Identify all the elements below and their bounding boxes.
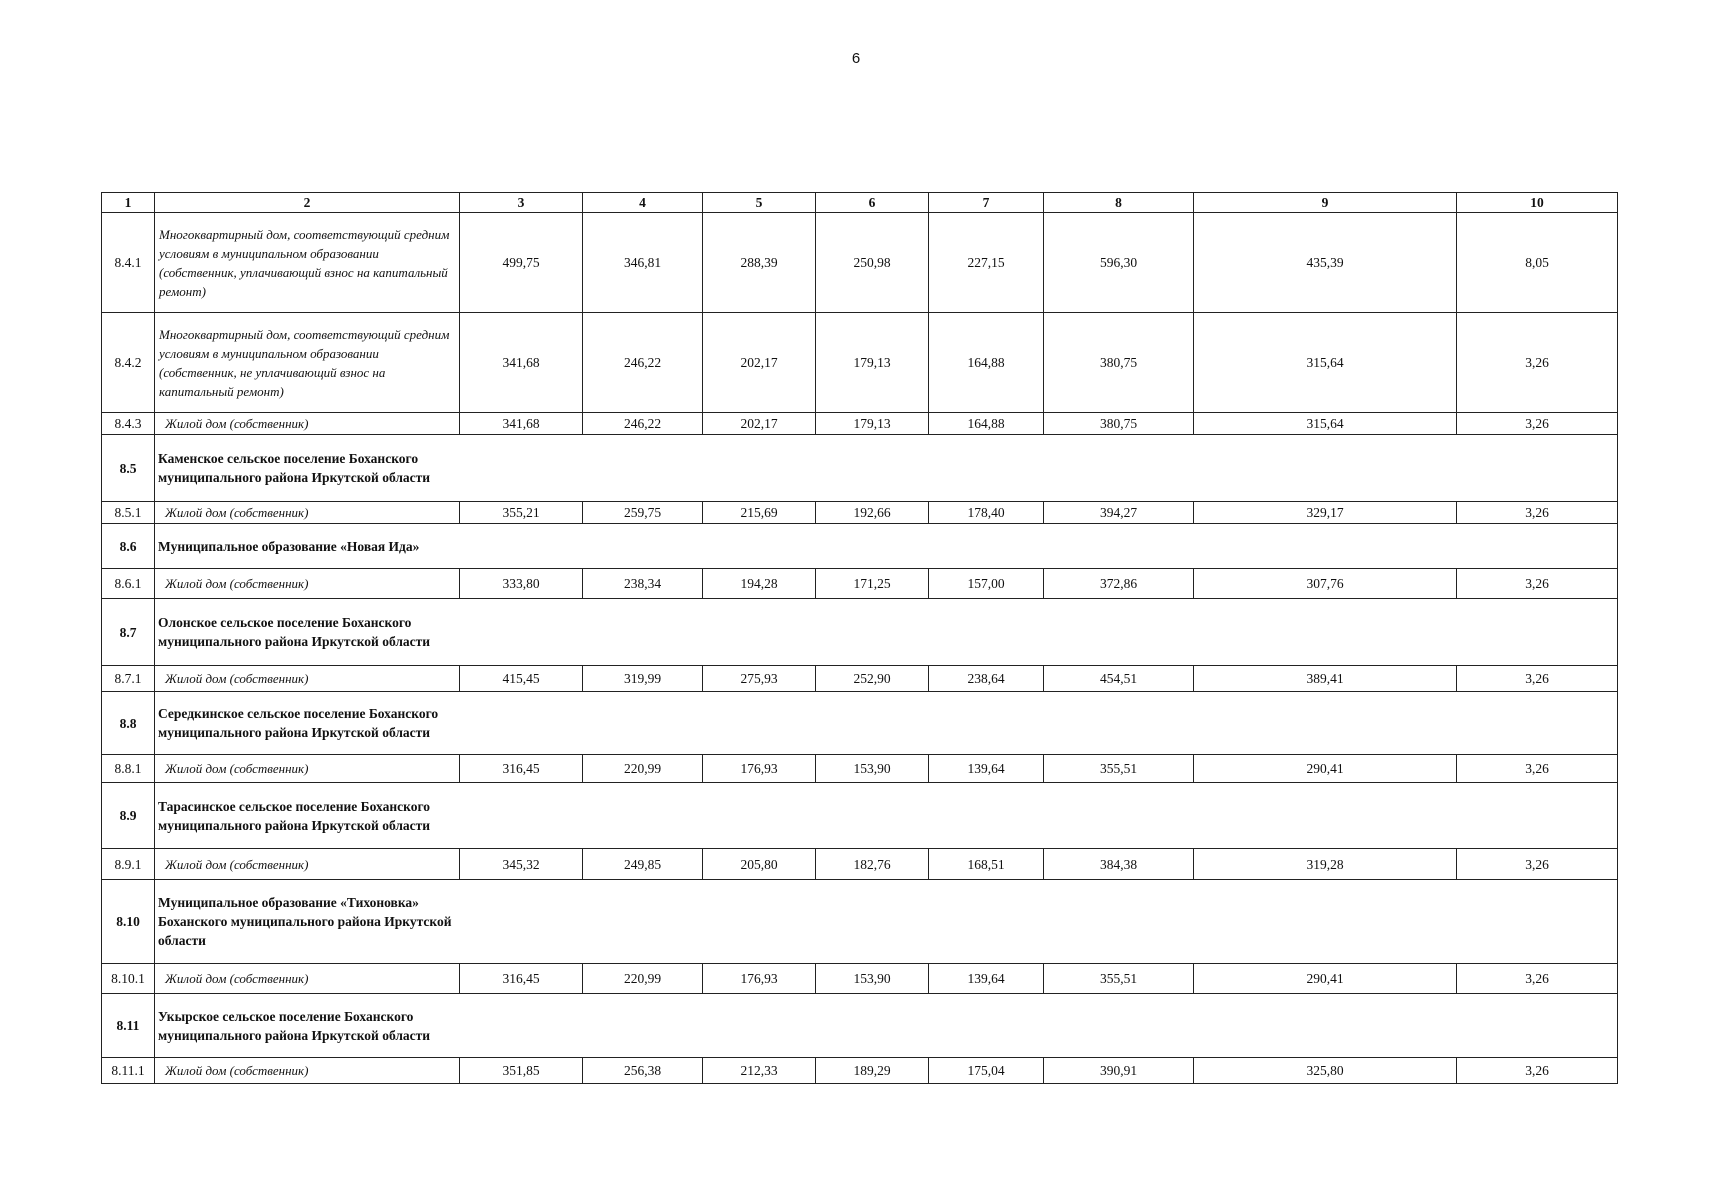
row-name: Жилой дом (собственник) [155, 1058, 460, 1084]
value-cell: 250,98 [816, 213, 929, 313]
row-name: Жилой дом (собственник) [155, 849, 460, 880]
value-cell: 194,28 [703, 569, 816, 599]
section-row [102, 994, 1618, 1058]
section-title: Олонское сельское поселение Боханского муниципального района Иркутской области [155, 599, 460, 666]
table-row [102, 964, 1618, 994]
row-code: 8.4.3 [102, 413, 155, 435]
value-cell: 3,26 [1457, 1058, 1618, 1084]
value-cell: 351,85 [460, 1058, 583, 1084]
value-cell: 3,26 [1457, 313, 1618, 413]
value-cell: 164,88 [929, 413, 1044, 435]
value-cell: 157,00 [929, 569, 1044, 599]
row-code: 8.7.1 [102, 666, 155, 692]
value-cell: 499,75 [460, 213, 583, 313]
value-cell: 3,26 [1457, 413, 1618, 435]
row-code: 8.8 [102, 692, 155, 755]
section-row [102, 783, 1618, 849]
column-header: 3 [460, 193, 583, 213]
table-row [102, 213, 1618, 313]
section-filler [460, 880, 1618, 964]
value-cell: 325,80 [1194, 1058, 1457, 1084]
column-header: 9 [1194, 193, 1457, 213]
row-name: Жилой дом (собственник) [155, 666, 460, 692]
value-cell: 345,32 [460, 849, 583, 880]
row-code: 8.6 [102, 524, 155, 569]
value-cell: 202,17 [703, 413, 816, 435]
value-cell: 192,66 [816, 502, 929, 524]
row-code: 8.5 [102, 435, 155, 502]
value-cell: 189,29 [816, 1058, 929, 1084]
value-cell: 454,51 [1044, 666, 1194, 692]
value-cell: 139,64 [929, 964, 1044, 994]
section-filler [460, 783, 1618, 849]
value-cell: 256,38 [583, 1058, 703, 1084]
row-code: 8.6.1 [102, 569, 155, 599]
table-row [102, 502, 1618, 524]
row-code: 8.9 [102, 783, 155, 849]
value-cell: 246,22 [583, 413, 703, 435]
section-title: Каменское сельское поселение Боханского муниципального района Иркутской области [155, 435, 460, 502]
value-cell: 316,45 [460, 964, 583, 994]
value-cell: 329,17 [1194, 502, 1457, 524]
section-filler [460, 599, 1618, 666]
table-row [102, 849, 1618, 880]
value-cell: 3,26 [1457, 849, 1618, 880]
value-cell: 179,13 [816, 313, 929, 413]
column-header: 7 [929, 193, 1044, 213]
value-cell: 220,99 [583, 964, 703, 994]
section-row [102, 435, 1618, 502]
row-code: 8.10.1 [102, 964, 155, 994]
section-title: Укырское сельское поселение Боханского муниципального района Иркутской области [155, 994, 460, 1058]
value-cell: 175,04 [929, 1058, 1044, 1084]
value-cell: 8,05 [1457, 213, 1618, 313]
row-code: 8.4.2 [102, 313, 155, 413]
value-cell: 389,41 [1194, 666, 1457, 692]
row-code: 8.11 [102, 994, 155, 1058]
section-title: Тарасинское сельское поселение Боханского муниципального района Иркутской области [155, 783, 460, 849]
value-cell: 435,39 [1194, 213, 1457, 313]
section-filler [460, 994, 1618, 1058]
section-row [102, 692, 1618, 755]
value-cell: 205,80 [703, 849, 816, 880]
section-filler [460, 692, 1618, 755]
section-filler [460, 435, 1618, 502]
value-cell: 415,45 [460, 666, 583, 692]
value-cell: 249,85 [583, 849, 703, 880]
column-header: 6 [816, 193, 929, 213]
page-number: 6 [851, 50, 861, 67]
value-cell: 319,99 [583, 666, 703, 692]
value-cell: 238,34 [583, 569, 703, 599]
row-code: 8.11.1 [102, 1058, 155, 1084]
value-cell: 315,64 [1194, 413, 1457, 435]
value-cell: 3,26 [1457, 755, 1618, 783]
section-row [102, 880, 1618, 964]
value-cell: 355,51 [1044, 964, 1194, 994]
table-row [102, 413, 1618, 435]
value-cell: 341,68 [460, 413, 583, 435]
section-filler [460, 524, 1618, 569]
row-name: Жилой дом (собственник) [155, 964, 460, 994]
row-code: 8.7 [102, 599, 155, 666]
section-title: Середкинское сельское поселение Боханского муниципального района Иркутской области [155, 692, 460, 755]
value-cell: 288,39 [703, 213, 816, 313]
value-cell: 168,51 [929, 849, 1044, 880]
value-cell: 3,26 [1457, 666, 1618, 692]
value-cell: 212,33 [703, 1058, 816, 1084]
column-header: 8 [1044, 193, 1194, 213]
table-row [102, 666, 1618, 692]
table-row [102, 1058, 1618, 1084]
row-code: 8.4.1 [102, 213, 155, 313]
value-cell: 341,68 [460, 313, 583, 413]
value-cell: 153,90 [816, 755, 929, 783]
section-row [102, 599, 1618, 666]
column-header: 10 [1457, 193, 1618, 213]
value-cell: 171,25 [816, 569, 929, 599]
row-name: Жилой дом (собственник) [155, 755, 460, 783]
tariff-table [101, 192, 1618, 1084]
section-row [102, 524, 1618, 569]
value-cell: 202,17 [703, 313, 816, 413]
value-cell: 319,28 [1194, 849, 1457, 880]
row-name: Многоквартирный дом, соответствующий средним условиям в муниципальном образовании (собственник, уплачивающий взнос на капитальный ремонт) [155, 213, 460, 313]
value-cell: 380,75 [1044, 313, 1194, 413]
value-cell: 390,91 [1044, 1058, 1194, 1084]
value-cell: 178,40 [929, 502, 1044, 524]
value-cell: 290,41 [1194, 964, 1457, 994]
value-cell: 179,13 [816, 413, 929, 435]
value-cell: 3,26 [1457, 964, 1618, 994]
section-title: Муниципальное образование «Тихоновка» Боханского муниципального района Иркутской области [155, 880, 460, 964]
value-cell: 227,15 [929, 213, 1044, 313]
value-cell: 246,22 [583, 313, 703, 413]
column-header: 4 [583, 193, 703, 213]
row-name: Жилой дом (собственник) [155, 413, 460, 435]
value-cell: 259,75 [583, 502, 703, 524]
value-cell: 220,99 [583, 755, 703, 783]
value-cell: 290,41 [1194, 755, 1457, 783]
value-cell: 346,81 [583, 213, 703, 313]
column-header: 5 [703, 193, 816, 213]
value-cell: 333,80 [460, 569, 583, 599]
row-code: 8.8.1 [102, 755, 155, 783]
value-cell: 215,69 [703, 502, 816, 524]
value-cell: 394,27 [1044, 502, 1194, 524]
column-header: 2 [155, 193, 460, 213]
value-cell: 139,64 [929, 755, 1044, 783]
value-cell: 176,93 [703, 964, 816, 994]
row-code: 8.5.1 [102, 502, 155, 524]
value-cell: 164,88 [929, 313, 1044, 413]
value-cell: 182,76 [816, 849, 929, 880]
row-code: 8.9.1 [102, 849, 155, 880]
value-cell: 355,21 [460, 502, 583, 524]
section-title: Муниципальное образование «Новая Ида» [155, 524, 460, 569]
value-cell: 3,26 [1457, 569, 1618, 599]
header-row [102, 193, 1618, 213]
value-cell: 3,26 [1457, 502, 1618, 524]
value-cell: 176,93 [703, 755, 816, 783]
value-cell: 315,64 [1194, 313, 1457, 413]
value-cell: 316,45 [460, 755, 583, 783]
value-cell: 596,30 [1044, 213, 1194, 313]
value-cell: 384,38 [1044, 849, 1194, 880]
value-cell: 238,64 [929, 666, 1044, 692]
table-row [102, 755, 1618, 783]
value-cell: 380,75 [1044, 413, 1194, 435]
value-cell: 355,51 [1044, 755, 1194, 783]
row-name: Многоквартирный дом, соответствующий средним условиям в муниципальном образовании (собственник, не уплачивающий взнос на капитальный ремонт) [155, 313, 460, 413]
table-row [102, 313, 1618, 413]
row-code: 8.10 [102, 880, 155, 964]
column-header: 1 [102, 193, 155, 213]
table-row [102, 569, 1618, 599]
value-cell: 307,76 [1194, 569, 1457, 599]
value-cell: 275,93 [703, 666, 816, 692]
value-cell: 252,90 [816, 666, 929, 692]
value-cell: 153,90 [816, 964, 929, 994]
row-name: Жилой дом (собственник) [155, 502, 460, 524]
row-name: Жилой дом (собственник) [155, 569, 460, 599]
value-cell: 372,86 [1044, 569, 1194, 599]
